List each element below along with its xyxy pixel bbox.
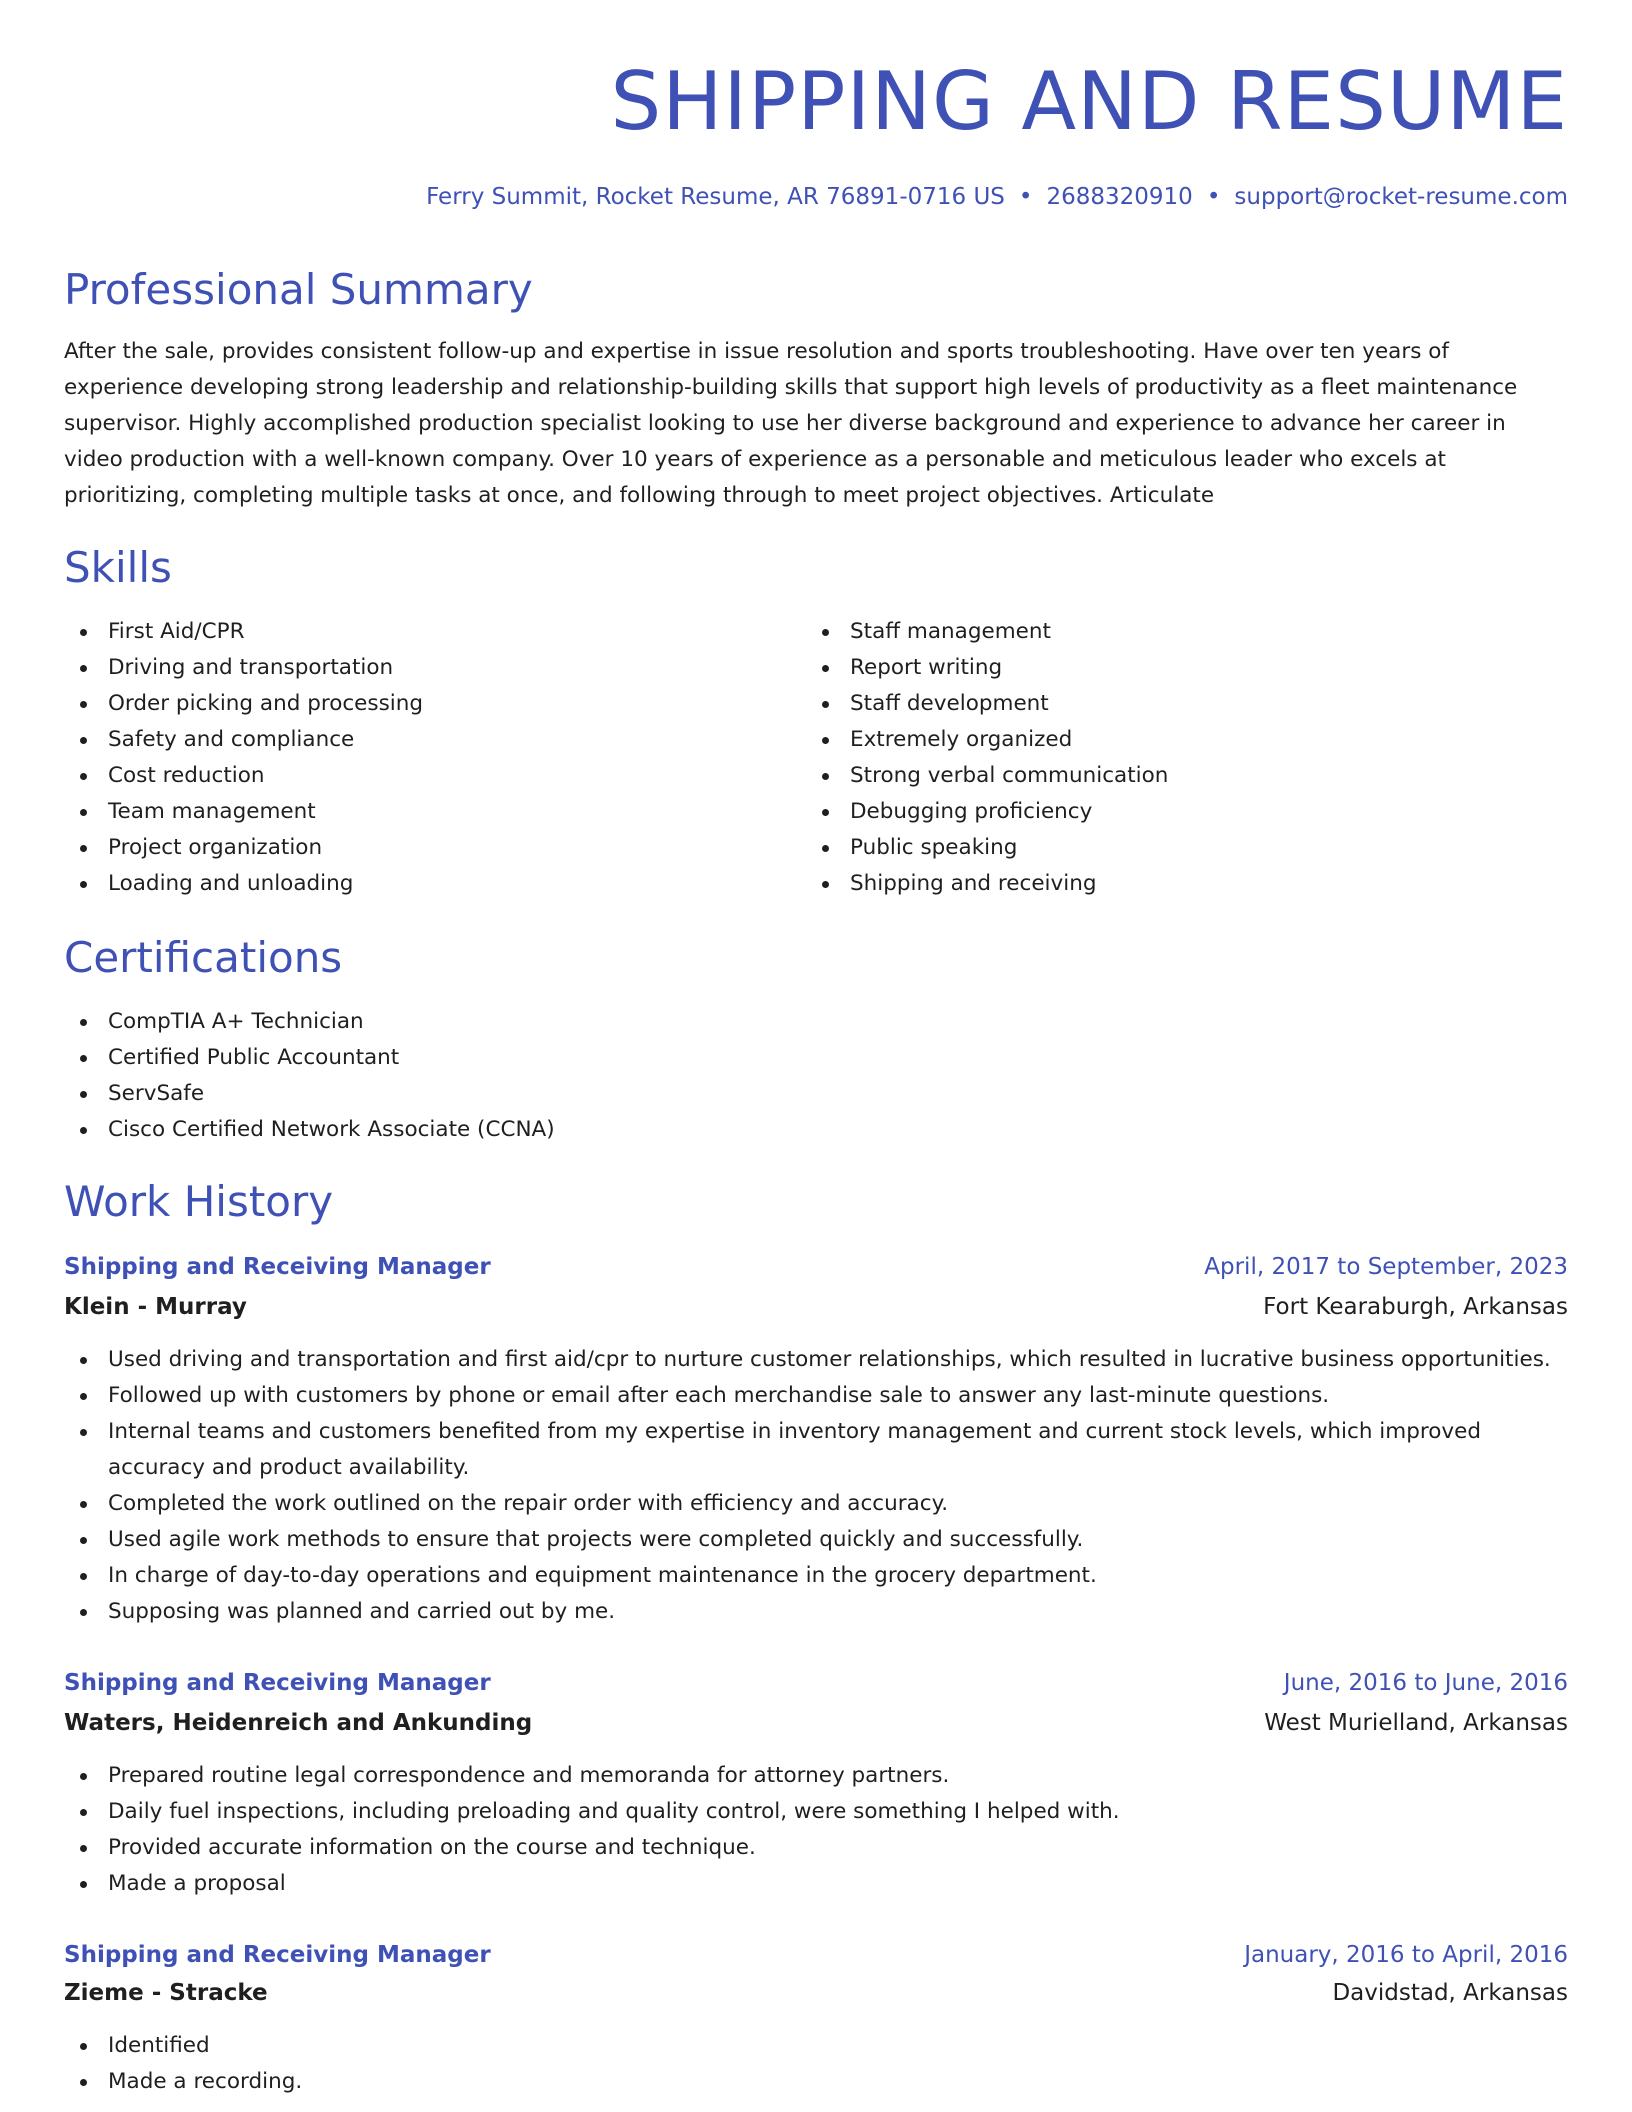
certification-item: CompTIA A+ Technician (64, 1004, 1568, 1040)
skills-list-left (64, 614, 764, 902)
job-location: Davidstad, Arkansas (1332, 1980, 1568, 2006)
contact-address: Ferry Summit, Rocket Resume, AR 76891-0716 US (426, 184, 1005, 210)
skill-item: Debugging proficiency (806, 794, 1506, 830)
job-duties-list (64, 1342, 1568, 1630)
job-duty-item: Completed the work outlined on the repair order with efficiency and accuracy. (64, 1486, 1568, 1522)
contact-line (426, 180, 1568, 214)
job-title: Shipping and Receiving Manager (64, 1670, 491, 1696)
job-duty-item: Prepared routine legal correspondence and memoranda for attorney partners. (64, 1758, 1568, 1794)
contact-email: support@rocket-resume.com (1234, 184, 1568, 210)
section-heading-skills: Skills (64, 543, 172, 592)
job-company: Zieme - Stracke (64, 1980, 268, 2006)
job-dates: June, 2016 to June, 2016 (1283, 1670, 1568, 1696)
job-duty-item: Used agile work methods to ensure that projects were completed quickly and successfully. (64, 1522, 1568, 1558)
skill-item: Strong verbal communication (806, 758, 1506, 794)
certification-item: ServSafe (64, 1076, 1568, 1112)
skill-item: Loading and unloading (64, 866, 764, 902)
resume-title: SHIPPING AND RESUME (610, 55, 1568, 148)
skill-item: Shipping and receiving (806, 866, 1506, 902)
skills-list-right (806, 614, 1506, 902)
skill-item: Driving and transportation (64, 650, 764, 686)
job-dates: April, 2017 to September, 2023 (1204, 1254, 1568, 1280)
section-heading-certifications: Certifications (64, 933, 343, 982)
skill-item: Report writing (806, 650, 1506, 686)
job-location: West Murielland, Arkansas (1264, 1710, 1568, 1736)
skill-item: Cost reduction (64, 758, 764, 794)
skill-item: Team management (64, 794, 764, 830)
skill-item: Safety and compliance (64, 722, 764, 758)
job-title: Shipping and Receiving Manager (64, 1254, 491, 1280)
job-dates: January, 2016 to April, 2016 (1244, 1942, 1568, 1968)
job-company: Waters, Heidenreich and Ankunding (64, 1710, 533, 1736)
job-duty-item: Internal teams and customers benefited from my expertise in inventory management and current stock levels, which improved accuracy and product availability. (64, 1414, 1568, 1486)
job-duties-list (64, 2028, 1568, 2100)
job-duty-item: Identified (64, 2028, 1568, 2064)
skill-item: Public speaking (806, 830, 1506, 866)
skill-item: Staff development (806, 686, 1506, 722)
job-title: Shipping and Receiving Manager (64, 1942, 491, 1968)
contact-phone: 2688320910 (1046, 184, 1193, 210)
skill-item: Order picking and processing (64, 686, 764, 722)
contact-separator: • (1206, 184, 1221, 210)
skill-item: Extremely organized (806, 722, 1506, 758)
contact-separator: • (1018, 184, 1033, 210)
job-duty-item: Provided accurate information on the course and technique. (64, 1830, 1568, 1866)
skill-item: First Aid/CPR (64, 614, 764, 650)
job-duty-item: Made a proposal (64, 1866, 1568, 1902)
skill-item: Staff management (806, 614, 1506, 650)
job-duties-list (64, 1758, 1568, 1902)
certifications-list (64, 1004, 1568, 1148)
section-heading-summary: Professional Summary (64, 265, 533, 314)
job-duty-item: Supposing was planned and carried out by me. (64, 1594, 1568, 1630)
job-duty-item: Used driving and transportation and first aid/cpr to nurture customer relationships, which resulted in lucrative business opportunities. (64, 1342, 1568, 1378)
job-duty-item: Daily fuel inspections, including preloading and quality control, were something I helped with. (64, 1794, 1568, 1830)
certification-item: Certified Public Accountant (64, 1040, 1568, 1076)
job-duty-item: In charge of day-to-day operations and equipment maintenance in the grocery department. (64, 1558, 1568, 1594)
job-location: Fort Kearaburgh, Arkansas (1263, 1294, 1568, 1320)
resume-page (64, 0, 1568, 2112)
job-duty-item: Followed up with customers by phone or email after each merchandise sale to answer any last-minute questions. (64, 1378, 1568, 1414)
skill-item: Project organization (64, 830, 764, 866)
job-company: Klein - Murray (64, 1294, 247, 1320)
summary-text: After the sale, provides consistent follow-up and expertise in issue resolution and sports troubleshooting. Have over ten years of experience developing strong leadership and relationship-building skills that support high levels of productivity as a fleet maintenance supervisor. Highly accomplished production specialist looking to use her diverse background and experience to advance her career in video production with a well-known company. Over 10 years of experience as a personable and meticulous leader who excels at prioritizing, completing multiple tasks at once, and following through to meet project objectives. Articulate (64, 339, 1518, 508)
job-duty-item: Made a recording. (64, 2064, 1568, 2100)
certification-item: Cisco Certified Network Associate (CCNA) (64, 1112, 1568, 1148)
section-heading-work-history: Work History (64, 1177, 334, 1226)
